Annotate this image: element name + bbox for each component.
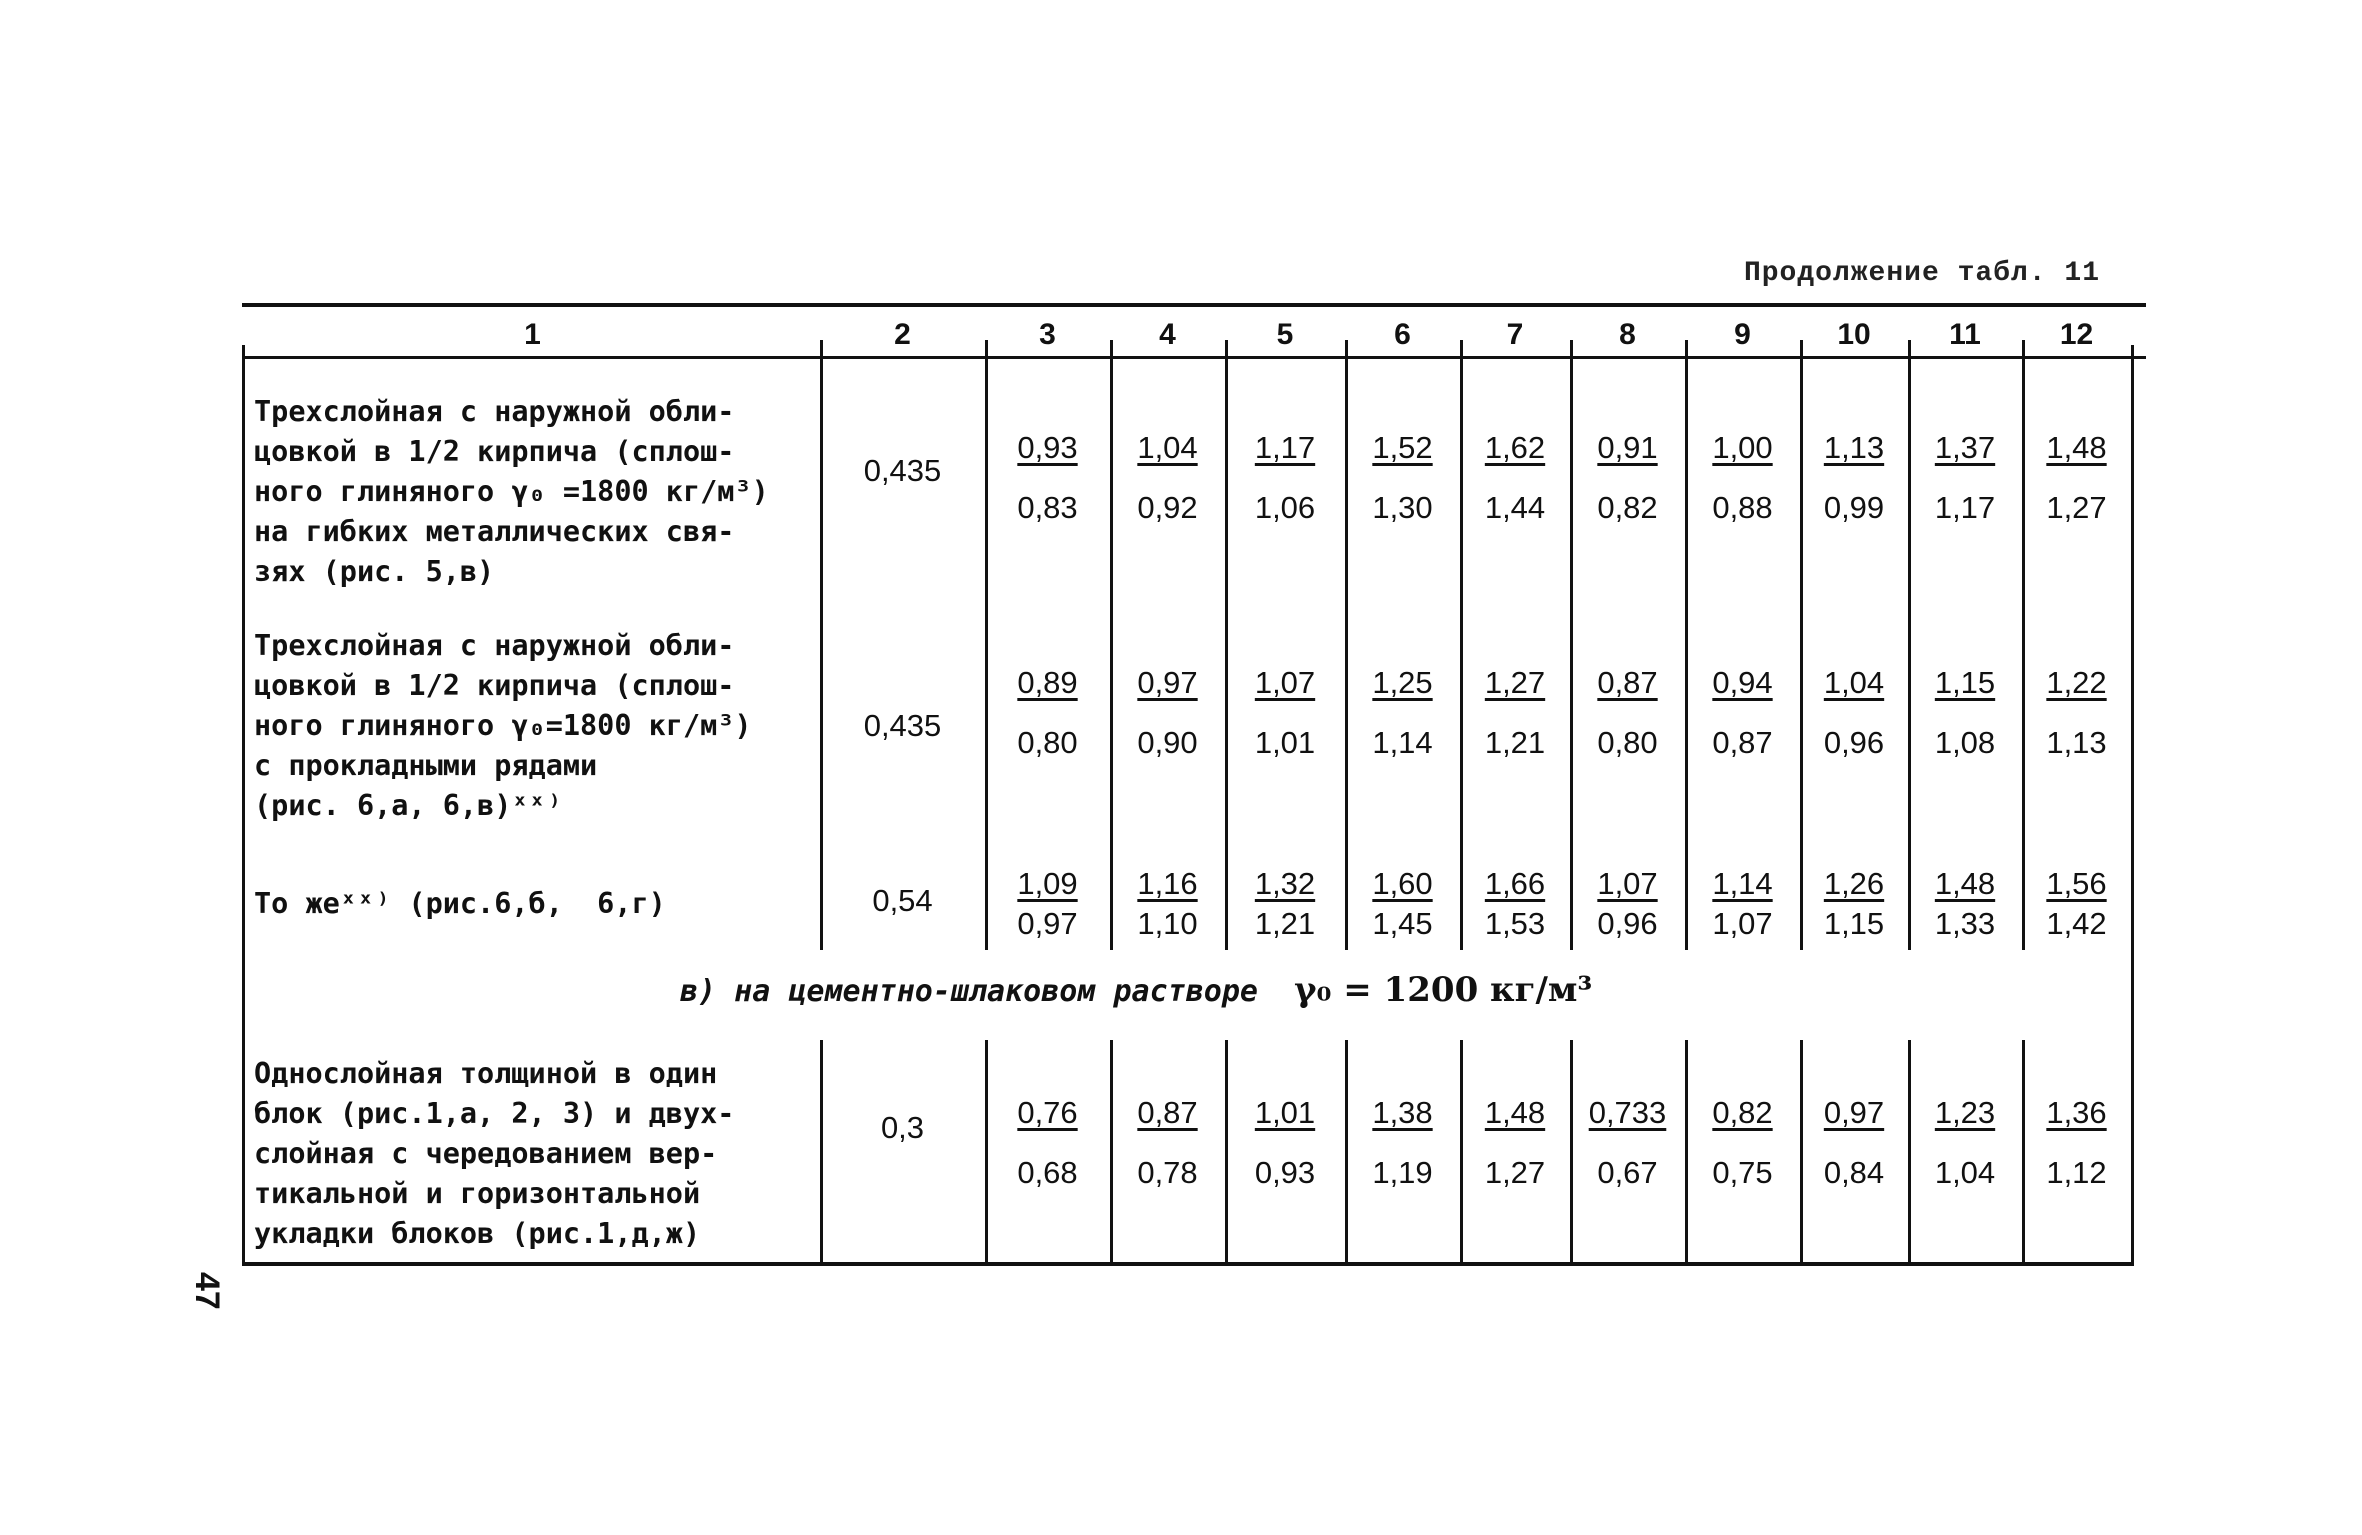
numerator-r3-c9: 1,14 bbox=[1712, 866, 1773, 901]
table-right-border bbox=[2131, 345, 2134, 1265]
numerator-r4-c3: 0,76 bbox=[1017, 1095, 1078, 1130]
numerator-r2-c11: 1,15 bbox=[1934, 665, 1996, 700]
denominator-r3-c12: 1,42 bbox=[2046, 906, 2107, 941]
column-separator-8-2 bbox=[1685, 1040, 1688, 1265]
denominator-r4-c12: 1,12 bbox=[2046, 1155, 2107, 1190]
denominator-r2-c11: 1,08 bbox=[1934, 725, 1996, 760]
numerator-r2-c3: 0,89 bbox=[1017, 665, 1078, 700]
numerator-r2-c7: 1,27 bbox=[1484, 665, 1546, 700]
row-description-3: То жеˣˣ⁾ (рис.6,б, 6,г) bbox=[254, 887, 666, 920]
denominator-r1-c3: 0,83 bbox=[1017, 490, 1078, 525]
numerator-r3-c6: 1,60 bbox=[1372, 866, 1433, 901]
denominator-r1-c10: 0,99 bbox=[1823, 490, 1885, 525]
numerator-r3-c11: 1,48 bbox=[1934, 866, 1996, 901]
denominator-r2-c9: 0,87 bbox=[1712, 725, 1773, 760]
denominator-r4-c6: 1,19 bbox=[1372, 1155, 1433, 1190]
numerator-r1-c11: 1,37 bbox=[1934, 430, 1996, 465]
header-col-7: 7 bbox=[1506, 318, 1524, 351]
numerator-r2-c9: 0,94 bbox=[1712, 665, 1773, 700]
numerator-r3-c7: 1,66 bbox=[1484, 866, 1546, 901]
denominator-r3-c4: 1,10 bbox=[1137, 906, 1198, 941]
numerator-r3-c5: 1,32 bbox=[1254, 866, 1316, 901]
denominator-r4-c9: 0,75 bbox=[1712, 1155, 1773, 1190]
column-separator-3-2 bbox=[1110, 1040, 1113, 1265]
numerator-r4-c8: 0,733 bbox=[1588, 1095, 1667, 1130]
header-col-1: 1 bbox=[524, 318, 541, 351]
column-separator-5-2 bbox=[1345, 1040, 1348, 1265]
section-gamma: γ₀ = 1200 кг/м³ bbox=[1294, 970, 1593, 1010]
header-col-11: 11 bbox=[1949, 318, 1981, 351]
denominator-r4-c7: 1,27 bbox=[1484, 1155, 1546, 1190]
numerator-r1-c10: 1,13 bbox=[1823, 430, 1885, 465]
numerator-r3-c8: 1,07 bbox=[1597, 866, 1658, 901]
column-separator-2-2 bbox=[985, 1040, 988, 1265]
denominator-r2-c4: 0,90 bbox=[1137, 725, 1198, 760]
numerator-r4-c5: 1,01 bbox=[1254, 1095, 1316, 1130]
row-description-1: Трехслойная с наружной обли- цовкой в 1/2 кирпича (сплош- ного глиняного γ₀ =1800 кг/м³) на гибких металлических свя- зях (рис. 5,в) bbox=[254, 395, 769, 588]
numerator-r1-c3: 0,93 bbox=[1017, 430, 1078, 465]
section-heading bbox=[680, 970, 1592, 1010]
denominator-r1-c4: 0,92 bbox=[1137, 490, 1198, 525]
numerator-r1-c6: 1,52 bbox=[1372, 430, 1433, 465]
numerator-r4-c6: 1,38 bbox=[1372, 1095, 1433, 1130]
header-col-3: 3 bbox=[1039, 318, 1056, 351]
numerator-r4-c7: 1,48 bbox=[1484, 1095, 1546, 1130]
numerator-r3-c3: 1,09 bbox=[1017, 866, 1078, 901]
numerator-r3-c12: 1,56 bbox=[2046, 866, 2107, 901]
page-number: 47 bbox=[188, 1272, 226, 1310]
header-col-12: 12 bbox=[2059, 318, 2094, 351]
denominator-r4-c8: 0,67 bbox=[1597, 1155, 1658, 1190]
denominator-r2-c3: 0,80 bbox=[1017, 725, 1078, 760]
denominator-r3-c10: 1,15 bbox=[1823, 906, 1885, 941]
denominator-r3-c3: 0,97 bbox=[1017, 906, 1078, 941]
numerator-r4-c10: 0,97 bbox=[1823, 1095, 1885, 1130]
row-thickness-1: 0,435 bbox=[863, 453, 942, 488]
column-separator-6-2 bbox=[1460, 1040, 1463, 1265]
numerator-r1-c8: 0,91 bbox=[1597, 430, 1658, 465]
denominator-r4-c10: 0,84 bbox=[1823, 1155, 1885, 1190]
denominator-r2-c6: 1,14 bbox=[1372, 725, 1433, 760]
denominator-r2-c7: 1,21 bbox=[1484, 725, 1546, 760]
header-col-10: 10 bbox=[1837, 318, 1871, 351]
numerator-r4-c4: 0,87 bbox=[1137, 1095, 1198, 1130]
numerator-r4-c12: 1,36 bbox=[2046, 1095, 2107, 1130]
numerator-r2-c10: 1,04 bbox=[1823, 665, 1885, 700]
header-col-5: 5 bbox=[1276, 318, 1294, 351]
row-thickness-3: 0,54 bbox=[872, 883, 933, 918]
numerator-r1-c9: 1,00 bbox=[1712, 430, 1773, 465]
numerator-r2-c5: 1,07 bbox=[1254, 665, 1316, 700]
denominator-r4-c5: 0,93 bbox=[1254, 1155, 1316, 1190]
table-caption: Продолжение табл. 11 bbox=[1743, 258, 2100, 289]
table-left-border bbox=[242, 345, 245, 1265]
numerator-r3-c10: 1,26 bbox=[1823, 866, 1885, 901]
numerator-r1-c12: 1,48 bbox=[2046, 430, 2107, 465]
table-bottom-rule bbox=[242, 1262, 2134, 1266]
header-col-6: 6 bbox=[1394, 318, 1411, 351]
denominator-r4-c11: 1,04 bbox=[1934, 1155, 1996, 1190]
numerator-r2-c4: 0,97 bbox=[1137, 665, 1198, 700]
header-col-8: 8 bbox=[1619, 318, 1636, 351]
denominator-r1-c5: 1,06 bbox=[1254, 490, 1316, 525]
row-description-4: Однослойная толщиной в один блок (рис.1,а, 2, 3) и двух- слойная с чередованием вер- тикальной и горизонтальной укладки блоков (рис.1,д,ж) bbox=[254, 1057, 735, 1250]
denominator-r1-c6: 1,30 bbox=[1372, 490, 1433, 525]
numerator-r2-c8: 0,87 bbox=[1597, 665, 1658, 700]
numerator-r1-c5: 1,17 bbox=[1254, 430, 1316, 465]
row-thickness-2: 0,435 bbox=[863, 708, 942, 743]
section-label: в) на цементно-шлаковом растворе bbox=[680, 974, 1258, 1009]
numerator-r1-c4: 1,04 bbox=[1137, 430, 1198, 465]
numerator-r2-c12: 1,22 bbox=[2046, 665, 2107, 700]
row-thickness-4: 0,3 bbox=[880, 1110, 925, 1145]
column-separator-1-2 bbox=[820, 1040, 823, 1265]
denominator-r1-c11: 1,17 bbox=[1934, 490, 1996, 525]
denominator-r1-c7: 1,44 bbox=[1484, 490, 1546, 525]
numerator-r4-c9: 0,82 bbox=[1712, 1095, 1773, 1130]
denominator-r1-c9: 0,88 bbox=[1712, 490, 1773, 525]
denominator-r2-c8: 0,80 bbox=[1597, 725, 1658, 760]
denominator-r3-c7: 1,53 bbox=[1484, 906, 1546, 941]
row-description-2: Трехслойная с наружной обли- цовкой в 1/2 кирпича (сплош- ного глиняного γ₀=1800 кг/м³) с прокладными рядами (рис. 6,а, 6,в)ˣˣ⁾ bbox=[254, 629, 752, 822]
column-separator-10-2 bbox=[1908, 1040, 1911, 1265]
column-separator-11-2 bbox=[2022, 1040, 2025, 1265]
denominator-r2-c5: 1,01 bbox=[1254, 725, 1316, 760]
denominator-r1-c12: 1,27 bbox=[2046, 490, 2107, 525]
header-col-4: 4 bbox=[1159, 318, 1176, 351]
denominator-r1-c8: 0,82 bbox=[1597, 490, 1658, 525]
denominator-r2-c10: 0,96 bbox=[1823, 725, 1885, 760]
header-col-2: 2 bbox=[894, 318, 911, 351]
column-separator-1-1 bbox=[820, 340, 823, 950]
column-separator-4-2 bbox=[1225, 1040, 1228, 1265]
denominator-r3-c5: 1,21 bbox=[1254, 906, 1316, 941]
header-col-9: 9 bbox=[1734, 318, 1751, 351]
table-top-rule bbox=[242, 303, 2146, 307]
denominator-r3-c8: 0,96 bbox=[1597, 906, 1658, 941]
column-separator-7-2 bbox=[1570, 1040, 1573, 1265]
numerator-r2-c6: 1,25 bbox=[1372, 665, 1433, 700]
column-separator-9-2 bbox=[1800, 1040, 1803, 1265]
denominator-r3-c9: 1,07 bbox=[1712, 906, 1773, 941]
numerator-r3-c4: 1,16 bbox=[1137, 866, 1198, 901]
numerator-r4-c11: 1,23 bbox=[1934, 1095, 1996, 1130]
denominator-r2-c12: 1,13 bbox=[2046, 725, 2107, 760]
numerator-r1-c7: 1,62 bbox=[1484, 430, 1546, 465]
denominator-r4-c3: 0,68 bbox=[1017, 1155, 1078, 1190]
denominator-r3-c11: 1,33 bbox=[1934, 906, 1996, 941]
denominator-r3-c6: 1,45 bbox=[1372, 906, 1433, 941]
denominator-r4-c4: 0,78 bbox=[1137, 1155, 1198, 1190]
